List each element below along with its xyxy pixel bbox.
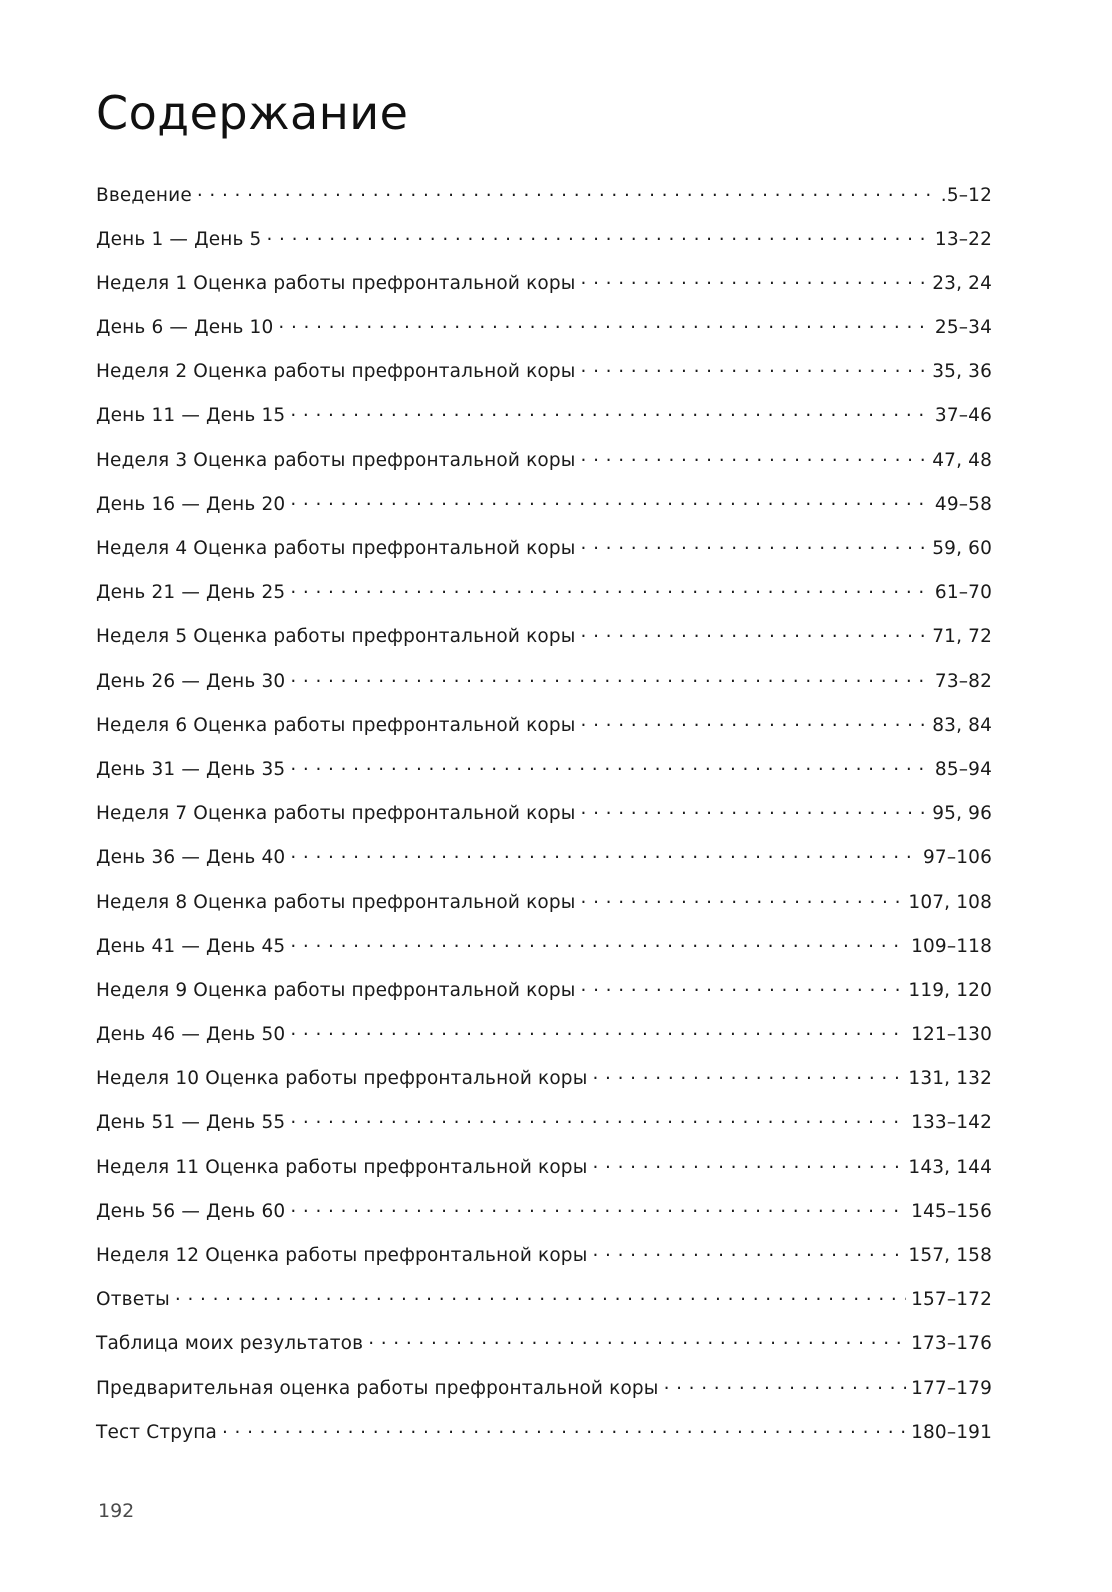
toc-entry-label: Неделя 7 Оценка работы префронтальной коры [96, 803, 576, 825]
toc-entry-label: Тест Струпа [96, 1421, 217, 1443]
toc-leader-dots [581, 712, 928, 731]
toc-entry[interactable] [96, 933, 992, 977]
toc-entry-label: День 26 — День 30 [96, 670, 286, 692]
toc-entry-pages: 47, 48 [932, 449, 992, 471]
toc-entry[interactable] [96, 536, 992, 580]
toc-entry-pages: 35, 36 [932, 361, 992, 383]
toc-leader-dots [290, 1022, 906, 1041]
toc-entry-label: День 51 — День 55 [96, 1112, 286, 1134]
toc-entry-label: День 6 — День 10 [96, 317, 274, 339]
toc-entry-label: Неделя 3 Оценка работы префронтальной коры [96, 449, 576, 471]
toc-entry-pages: 133–142 [911, 1112, 992, 1134]
toc-entry-pages: 109–118 [911, 935, 992, 957]
toc-leader-dots [581, 977, 904, 996]
toc-entry-pages: 71, 72 [932, 626, 992, 648]
toc-entry-label: Неделя 9 Оценка работы префронтальной коры [96, 979, 576, 1001]
toc-entry[interactable] [96, 315, 992, 359]
toc-entry-pages: 131, 132 [908, 1068, 992, 1090]
toc-entry[interactable] [96, 1287, 992, 1331]
toc-entry-label: Неделя 2 Оценка работы префронтальной коры [96, 361, 576, 383]
toc-entry-pages: 23, 24 [932, 272, 992, 294]
toc-leader-dots [581, 801, 928, 820]
toc-entry-pages: 83, 84 [932, 714, 992, 736]
toc-entry-label: Неделя 12 Оценка работы префронтальной коры [96, 1245, 588, 1266]
toc-entry[interactable] [96, 977, 992, 1021]
toc-entry-label: Неделя 8 Оценка работы префронтальной коры [96, 891, 576, 913]
toc-entry[interactable] [96, 756, 992, 800]
toc-entry[interactable] [96, 182, 992, 226]
toc-entry-pages: 143, 144 [908, 1156, 992, 1178]
toc-entry[interactable] [96, 1066, 992, 1110]
toc-leader-dots [581, 536, 928, 555]
toc-leader-dots [290, 1110, 906, 1129]
page-title: Содержание [96, 86, 409, 140]
toc-leader-dots [290, 756, 930, 775]
toc-entry-label: Предварительная оценка работы префронтальной коры [96, 1377, 659, 1399]
toc-entry-label: День 21 — День 25 [96, 582, 286, 604]
toc-entry-pages: 61–70 [934, 582, 992, 604]
toc-entry-label: Таблица моих результатов [96, 1333, 364, 1355]
toc-entry[interactable] [96, 624, 992, 668]
toc-entry-label: Неделя 10 Оценка работы префронтальной коры [96, 1068, 588, 1090]
toc-entry-pages: 121–130 [911, 1024, 992, 1046]
toc-leader-dots [290, 491, 930, 510]
toc-leader-dots [175, 1287, 906, 1306]
toc-entry-label: День 31 — День 35 [96, 758, 286, 780]
toc-leader-dots [290, 580, 930, 599]
toc-entry-pages: 145–156 [911, 1200, 992, 1222]
toc-entry-pages: 85–94 [934, 758, 992, 780]
toc-entry[interactable] [96, 403, 992, 447]
toc-entry-label: День 36 — День 40 [96, 847, 286, 869]
toc-entry[interactable] [96, 889, 992, 933]
toc-entry-pages: 173–176 [911, 1333, 992, 1355]
toc-entry-pages: 107, 108 [908, 891, 992, 913]
toc-entry-pages: 119, 120 [908, 979, 992, 1001]
toc-leader-dots [290, 1198, 906, 1217]
toc-entry-label: Неделя 4 Оценка работы префронтальной коры [96, 538, 576, 559]
toc-leader-dots [581, 270, 928, 289]
toc-entry[interactable] [96, 1198, 992, 1242]
toc-entry-pages: 49–58 [934, 493, 992, 515]
toc-leader-dots [581, 359, 928, 378]
toc-entry[interactable] [96, 1110, 992, 1154]
toc-leader-dots [197, 182, 936, 201]
toc-entry-pages: 180–191 [911, 1421, 992, 1443]
toc-entry[interactable] [96, 359, 992, 403]
toc-leader-dots [278, 315, 930, 334]
toc-entry[interactable] [96, 845, 992, 889]
toc-entry-label: Ответы [96, 1289, 170, 1311]
toc-entry-pages: 157–172 [911, 1289, 992, 1311]
toc-entry-label: Неделя 11 Оценка работы префронтальной коры [96, 1156, 588, 1178]
toc-entry-pages: 177–179 [911, 1377, 992, 1399]
toc-entry-label: День 46 — День 50 [96, 1024, 286, 1046]
toc-entry[interactable] [96, 580, 992, 624]
table-of-contents [96, 182, 992, 1463]
toc-entry-pages: 157, 158 [908, 1245, 992, 1266]
toc-entry[interactable] [96, 668, 992, 712]
toc-entry[interactable] [96, 447, 992, 491]
toc-entry[interactable] [96, 1375, 992, 1419]
toc-entry-label: День 56 — День 60 [96, 1200, 286, 1222]
toc-entry[interactable] [96, 1331, 992, 1375]
toc-entry-pages: 95, 96 [932, 803, 992, 825]
toc-entry-label: Неделя 5 Оценка работы префронтальной коры [96, 626, 576, 648]
toc-entry-label: День 1 — День 5 [96, 228, 262, 250]
toc-entry-pages: 37–46 [934, 405, 992, 427]
toc-leader-dots [581, 624, 928, 643]
toc-leader-dots [581, 889, 904, 908]
toc-entry[interactable] [96, 1419, 992, 1463]
toc-leader-dots [592, 1066, 903, 1085]
toc-leader-dots [592, 1154, 903, 1173]
toc-entry[interactable] [96, 1243, 992, 1287]
toc-entry-label: Неделя 6 Оценка работы префронтальной коры [96, 714, 576, 736]
toc-entry-label: День 41 — День 45 [96, 935, 286, 957]
toc-leader-dots [290, 668, 930, 687]
toc-entry[interactable] [96, 801, 992, 845]
toc-entry-pages: 25–34 [934, 317, 992, 339]
toc-leader-dots [290, 933, 906, 952]
toc-entry-label: Введение [96, 184, 192, 206]
toc-entry[interactable] [96, 1022, 992, 1066]
page-number: 192 [98, 1500, 135, 1522]
toc-entry-label: Неделя 1 Оценка работы префронтальной коры [96, 272, 576, 294]
toc-entry-label: День 16 — День 20 [96, 493, 286, 515]
toc-leader-dots [290, 403, 930, 422]
toc-leader-dots [368, 1331, 906, 1350]
toc-entry-pages: 73–82 [934, 670, 992, 692]
toc-entry[interactable] [96, 270, 992, 314]
toc-entry-pages: 97–106 [922, 847, 992, 869]
toc-leader-dots [664, 1375, 907, 1394]
toc-entry-pages: 59, 60 [932, 538, 992, 559]
toc-entry-pages: 13–22 [934, 228, 992, 250]
toc-leader-dots [592, 1243, 903, 1262]
toc-entry-label: День 11 — День 15 [96, 405, 286, 427]
toc-entry[interactable] [96, 712, 992, 756]
toc-entry[interactable] [96, 491, 992, 535]
toc-entry[interactable] [96, 1154, 992, 1198]
toc-leader-dots [266, 226, 929, 245]
toc-leader-dots [290, 845, 918, 864]
toc-leader-dots [581, 447, 928, 466]
toc-entry-pages: .5–12 [940, 184, 992, 206]
toc-leader-dots [222, 1419, 906, 1438]
toc-entry[interactable] [96, 226, 992, 270]
